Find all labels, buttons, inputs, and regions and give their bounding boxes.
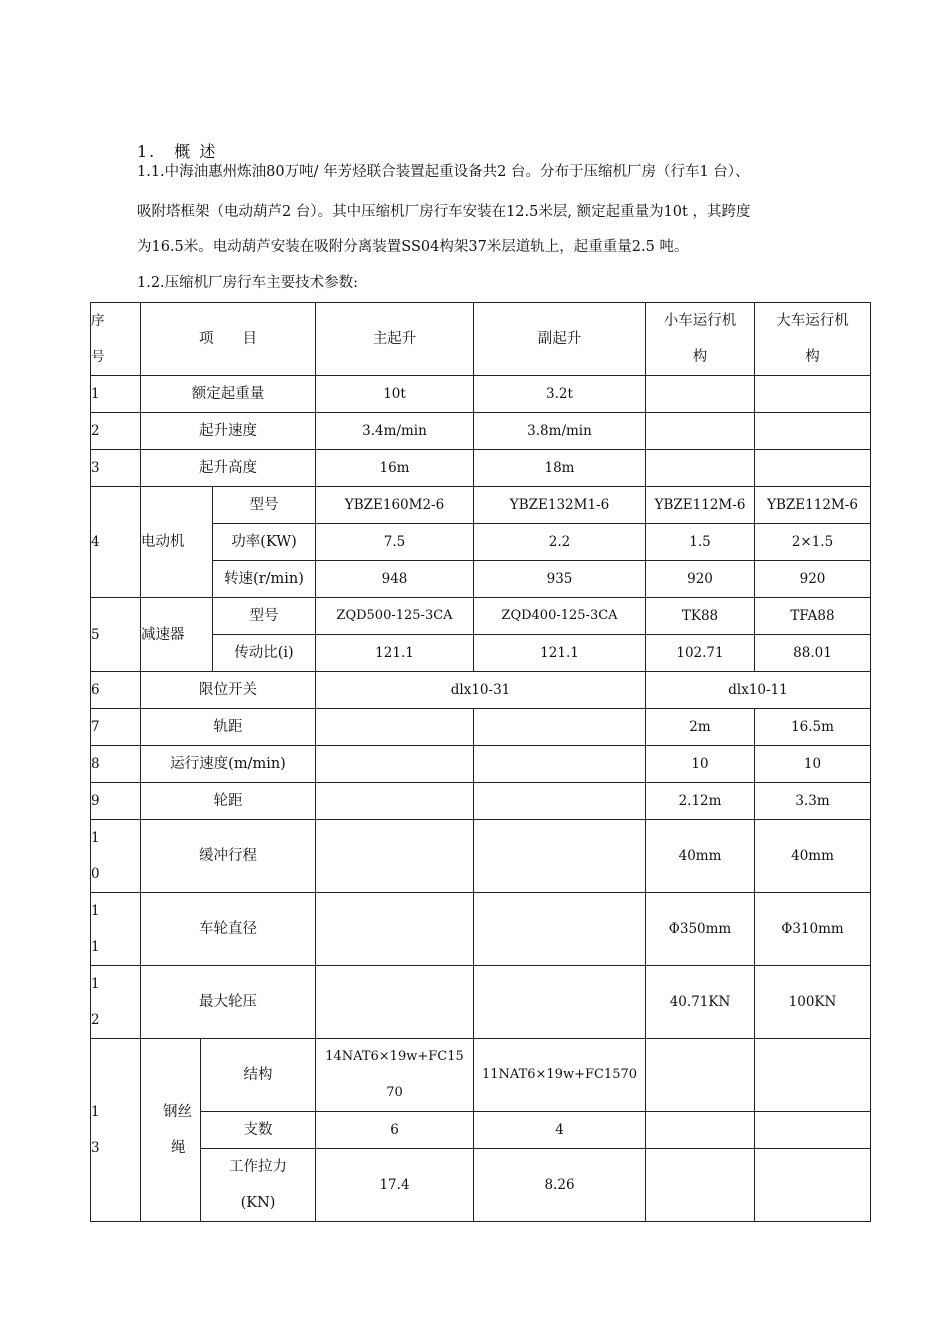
cell-group: 减速器 — [141, 598, 213, 672]
cell-sublabel: 型号 — [213, 487, 316, 524]
cell-aux: 18m — [474, 450, 646, 487]
cell-hoist: dlx10-31 — [316, 672, 646, 709]
table-row — [91, 413, 871, 450]
cell-aux: 2.2 — [474, 524, 646, 561]
cell-trolley: 40.71KN — [646, 966, 755, 1039]
cell-main: 7.5 — [316, 524, 474, 561]
cell-no: 7 — [91, 709, 141, 746]
cell-trolley: 2.12m — [646, 783, 755, 820]
paragraph-line-1: 1.1.中海油惠州炼油80万吨/ 年芳烃联合装置起重设备共2 台。分布于压缩机厂房（行车1 台）、 — [137, 164, 750, 180]
cell-item: 轮距 — [141, 783, 316, 820]
cell-no: 2 — [91, 413, 141, 450]
cell-main — [316, 709, 474, 746]
cell-no: 1 — [91, 376, 141, 413]
table-row — [91, 820, 871, 893]
cell-sublabel: 结构 — [201, 1039, 316, 1112]
cell-trolley: 2m — [646, 709, 755, 746]
cell-trolley — [646, 413, 755, 450]
cell-main: YBZE160M2-6 — [316, 487, 474, 524]
cell-crane: 16.5m — [755, 709, 871, 746]
table-row — [91, 709, 871, 746]
table-row — [91, 450, 871, 487]
table-row — [91, 966, 871, 1039]
cell-aux: 4 — [474, 1112, 646, 1149]
table-row — [91, 783, 871, 820]
section-heading — [137, 139, 217, 162]
section-title: 概 述 — [174, 142, 218, 161]
cell-trolley — [646, 376, 755, 413]
cell-item: 运行速度(m/min) — [141, 746, 316, 783]
cell-no: 6 — [91, 672, 141, 709]
cell-trolley — [646, 1149, 755, 1222]
cell-aux: ZQD400-125-3CA — [474, 598, 646, 635]
cell-aux: 121.1 — [474, 635, 646, 672]
paragraph-line-3: 为16.5米。电动葫芦安装在吸附分离装置SS04构架37米层道轨上，起重重量2.5 吨。 — [137, 239, 689, 255]
table-caption: 1.2.压缩机厂房行车主要技术参数: — [137, 275, 359, 291]
cell-header-item: 项 目 — [141, 303, 316, 376]
cell-no: 4 — [91, 487, 141, 598]
cell-header-no: 序 号 — [91, 303, 141, 376]
cell-aux — [474, 893, 646, 966]
section-number: 1. — [137, 142, 157, 161]
cell-main — [316, 746, 474, 783]
cell-no: 3 — [91, 450, 141, 487]
cell-header-main: 主起升 — [316, 303, 474, 376]
cell-main — [316, 783, 474, 820]
cell-crane — [755, 376, 871, 413]
cell-sublabel: 功率(KW) — [213, 524, 316, 561]
table-row — [91, 1039, 871, 1112]
cell-main: ZQD500-125-3CA — [316, 598, 474, 635]
cell-crane: 40mm — [755, 820, 871, 893]
table-row — [91, 672, 871, 709]
cell-main: 16m — [316, 450, 474, 487]
cell-aux: 8.26 — [474, 1149, 646, 1222]
cell-travel: dlx10-11 — [646, 672, 871, 709]
table-row — [91, 893, 871, 966]
cell-trolley — [646, 1112, 755, 1149]
cell-main: 14NAT6×19w+FC15 70 — [316, 1039, 474, 1112]
cell-crane — [755, 450, 871, 487]
paragraph-line-2: 吸附塔框架（电动葫芦2 台）。其中压缩机厂房行车安装在12.5米层, 额定起重量为10t ，其跨度 — [137, 204, 751, 220]
cell-trolley: TK88 — [646, 598, 755, 635]
cell-aux: 3.8m/min — [474, 413, 646, 450]
cell-crane: 10 — [755, 746, 871, 783]
cell-aux: YBZE132M1-6 — [474, 487, 646, 524]
cell-crane: 88.01 — [755, 635, 871, 672]
cell-item: 起升速度 — [141, 413, 316, 450]
cell-crane: 3.3m — [755, 783, 871, 820]
table-row — [91, 376, 871, 413]
cell-sublabel: 支数 — [201, 1112, 316, 1149]
cell-trolley: 920 — [646, 561, 755, 598]
table-header-row — [91, 303, 871, 376]
cell-header-crane: 大车运行机 构 — [755, 303, 871, 376]
cell-crane — [755, 1039, 871, 1112]
cell-main: 121.1 — [316, 635, 474, 672]
table-row — [91, 487, 871, 524]
cell-main: 17.4 — [316, 1149, 474, 1222]
cell-no: 1 1 — [91, 893, 141, 966]
cell-no: 9 — [91, 783, 141, 820]
cell-crane: 920 — [755, 561, 871, 598]
cell-main: 3.4m/min — [316, 413, 474, 450]
cell-aux — [474, 746, 646, 783]
cell-item: 最大轮压 — [141, 966, 316, 1039]
cell-crane: 100KN — [755, 966, 871, 1039]
cell-no: 5 — [91, 598, 141, 672]
cell-item: 起升高度 — [141, 450, 316, 487]
cell-crane — [755, 1149, 871, 1222]
cell-aux — [474, 783, 646, 820]
table-row — [91, 746, 871, 783]
cell-trolley: Φ350mm — [646, 893, 755, 966]
cell-main — [316, 820, 474, 893]
cell-item: 缓冲行程 — [141, 820, 316, 893]
cell-aux: 3.2t — [474, 376, 646, 413]
cell-item: 车轮直径 — [141, 893, 316, 966]
table-row — [91, 598, 871, 635]
cell-aux: 935 — [474, 561, 646, 598]
cell-group: 钢丝 绳 — [141, 1039, 201, 1222]
cell-header-trolley: 小车运行机 构 — [646, 303, 755, 376]
cell-item: 额定起重量 — [141, 376, 316, 413]
cell-trolley: YBZE112M-6 — [646, 487, 755, 524]
cell-aux — [474, 709, 646, 746]
cell-item: 限位开关 — [141, 672, 316, 709]
spec-table — [90, 302, 871, 1222]
cell-item: 轨距 — [141, 709, 316, 746]
cell-aux — [474, 820, 646, 893]
cell-group: 电动机 — [141, 487, 213, 598]
table-row — [91, 1112, 871, 1149]
cell-main — [316, 893, 474, 966]
cell-trolley — [646, 1039, 755, 1112]
cell-main: 948 — [316, 561, 474, 598]
cell-crane: Φ310mm — [755, 893, 871, 966]
cell-no: 1 2 — [91, 966, 141, 1039]
cell-main: 10t — [316, 376, 474, 413]
cell-trolley: 10 — [646, 746, 755, 783]
cell-crane — [755, 1112, 871, 1149]
cell-trolley: 1.5 — [646, 524, 755, 561]
cell-trolley — [646, 450, 755, 487]
cell-sublabel: 传动比(i) — [213, 635, 316, 672]
table-row — [91, 1149, 871, 1222]
cell-no: 1 0 — [91, 820, 141, 893]
cell-no: 1 3 — [91, 1039, 141, 1222]
cell-crane — [755, 413, 871, 450]
cell-aux — [474, 966, 646, 1039]
cell-crane: YBZE112M-6 — [755, 487, 871, 524]
cell-sublabel: 工作拉力 (KN) — [201, 1149, 316, 1222]
cell-sublabel: 转速(r/min) — [213, 561, 316, 598]
cell-main — [316, 966, 474, 1039]
cell-no: 8 — [91, 746, 141, 783]
cell-header-aux: 副起升 — [474, 303, 646, 376]
cell-crane: TFA88 — [755, 598, 871, 635]
cell-aux: 11NAT6×19w+FC1570 — [474, 1039, 646, 1112]
cell-trolley: 40mm — [646, 820, 755, 893]
cell-crane: 2×1.5 — [755, 524, 871, 561]
cell-sublabel: 型号 — [213, 598, 316, 635]
cell-main: 6 — [316, 1112, 474, 1149]
cell-trolley: 102.71 — [646, 635, 755, 672]
